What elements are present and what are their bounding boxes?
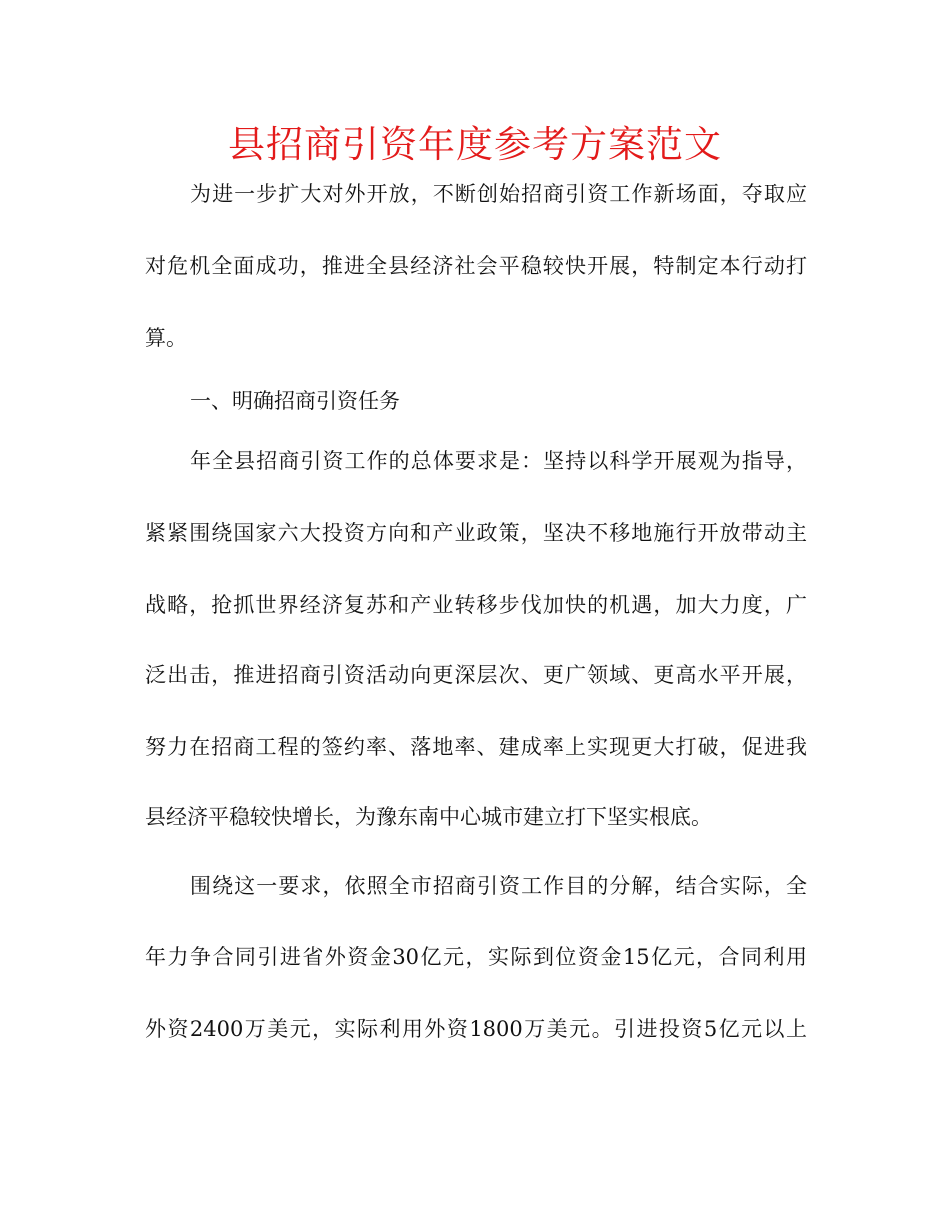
section-heading: 一、明确招商引资任务 xyxy=(190,389,400,413)
document-title: 县招商引资年度参考方案范文 xyxy=(228,123,722,166)
paragraph-line: 泛出击，推进招商引资活动向更深层次、更广领域、更高水平开展， xyxy=(145,663,807,687)
paragraph-line: 战略，抢抓世界经济复苏和产业转移步伐加快的机遇，加大力度，广 xyxy=(145,593,807,617)
paragraph-line: 对危机全面成功，推进全县经济社会平稳较快开展，特制定本行动打 xyxy=(145,254,807,278)
paragraph-line: 年全县招商引资工作的总体要求是：坚持以科学开展观为指导， xyxy=(190,449,807,473)
paragraph-line: 外资2400万美元，实际利用外资1800万美元。引进投资5亿元以上 xyxy=(145,1017,807,1041)
paragraph-line: 紧紧围绕国家六大投资方向和产业政策，坚决不移地施行开放带动主 xyxy=(145,521,807,545)
paragraph-line: 年力争合同引进省外资金30亿元，实际到位资金15亿元，合同利用 xyxy=(145,945,807,969)
paragraph-line: 算。 xyxy=(145,326,187,350)
paragraph-line: 努力在招商工程的签约率、落地率、建成率上实现更大打破，促进我 xyxy=(145,735,807,759)
paragraph-line: 围绕这一要求，依照全市招商引资工作目的分解，结合实际，全 xyxy=(190,874,807,898)
paragraph-line: 为进一步扩大对外开放，不断创始招商引资工作新场面，夺取应 xyxy=(190,182,807,206)
paragraph-line: 县经济平稳较快增长，为豫东南中心城市建立打下坚实根底。 xyxy=(145,805,712,829)
